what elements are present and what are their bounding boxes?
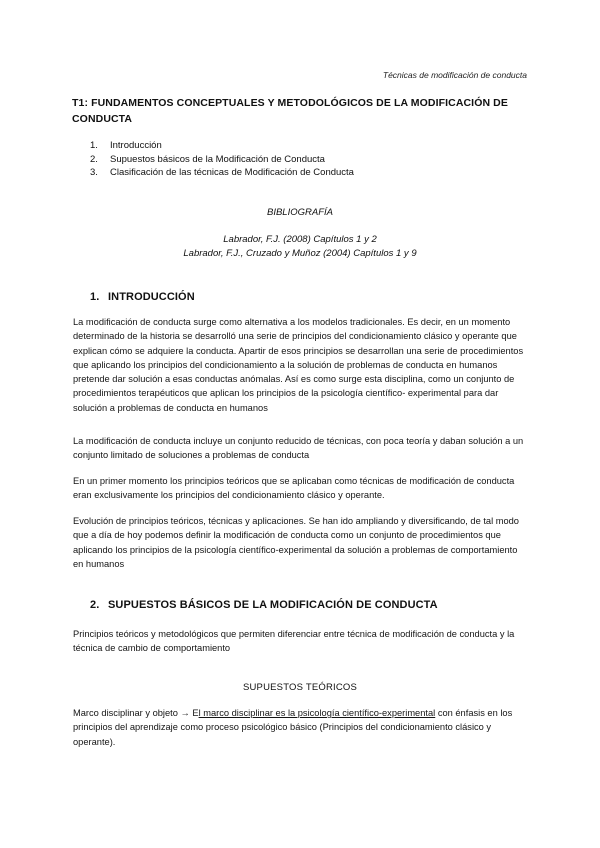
paragraph: La modificación de conducta surge como alternativa a los modelos tradicionales. Es decir, en un momento determinado de la historia se desarrolló una serie de principios del condicionamiento clásico y operante que explican cómo se adquiere la conducta. Apartir de esos principios se desarrollan una serie de procedimientos que aplicando los principios del condicionamiento a la solución de problemas de conducta en humanos pretende dar solución a esas conductas anómalas. Así es como surge esta disciplina, como un conjunto de procedimientos terapéuticos que aplican los principios de la psicología científico- experimental para dar solución a problemas de conducta en humanos xyxy=(73,317,524,413)
paragraph: Principios teóricos y metodológicos que permiten diferenciar entre técnica de modificación de conducta y la técnica de cambio de comportamiento xyxy=(73,629,515,654)
bibliography-heading: BIBLIOGRAFÍA xyxy=(267,207,333,218)
section-number: 2. xyxy=(90,599,100,611)
paragraph: En un primer momento los principios teóricos que se aplicaban como técnicas de modificación de conducta eran exclusivamente los principios del condicionamiento clásico y operante. xyxy=(73,476,515,501)
toc-item xyxy=(90,139,354,153)
section-heading-introduccion xyxy=(90,291,195,303)
toc-label: Introducción xyxy=(110,140,162,151)
bibliography-entry: Labrador, F.J., Cruzado y Muñoz (2004) Capítulos 1 y 9 xyxy=(183,248,417,259)
toc-number: 3. xyxy=(90,167,98,178)
text-run: Marco disciplinar y objeto → E xyxy=(73,708,199,718)
paragraph: Evolución de principios teóricos, técnicas y aplicaciones. Se han ido ampliando y diversificando, de tal modo que a día de hoy podemos definir la modificación de conducta como un conjunto de procedimientos que aplicando los principios de la psicología científico-experimental da solución a problemas de comportamiento en humanos xyxy=(73,516,519,569)
document-title: T1: FUNDAMENTOS CONCEPTUALES Y METODOLÓGICOS DE LA MODIFICACIÓN DE CONDUCTA xyxy=(72,97,508,125)
toc-label: Supuestos básicos de la Modificación de Conducta xyxy=(110,153,325,165)
section-title: SUPUESTOS BÁSICOS DE LA MODIFICACIÓN DE CONDUCTA xyxy=(108,599,438,611)
paragraph-marco-disciplinar xyxy=(73,706,529,749)
text-run: con énfasis en los principios del aprendizaje como proceso psicológico básico (Principios del condicionamiento clásico y operante). xyxy=(73,708,513,747)
bibliography-list xyxy=(0,233,600,261)
toc-number: 2. xyxy=(90,153,98,165)
toc-item xyxy=(90,153,354,167)
toc-label: Clasificación de las técnicas de Modificación de Conducta xyxy=(110,167,354,178)
toc-number: 1. xyxy=(90,140,98,151)
section-number: 1. xyxy=(90,291,100,303)
section-heading-supuestos xyxy=(90,599,438,611)
subheading-supuestos-teoricos: SUPUESTOS TEÓRICOS xyxy=(242,682,358,693)
toc-item xyxy=(90,166,354,180)
paragraph: La modificación de conducta incluye un conjunto reducido de técnicas, con poca teoría y daban solución a un conjunto limitado de soluciones a problemas de conducta xyxy=(73,436,524,461)
section-title: INTRODUCCIÓN xyxy=(108,291,195,303)
running-header: Técnicas de modificación de conducta xyxy=(382,70,527,80)
bibliography-entry: Labrador, F.J. (2008) Capítulos 1 y 2 xyxy=(223,234,377,245)
table-of-contents xyxy=(90,139,354,180)
underlined-text: l marco disciplinar es la psicología científico-experimental xyxy=(198,708,436,718)
